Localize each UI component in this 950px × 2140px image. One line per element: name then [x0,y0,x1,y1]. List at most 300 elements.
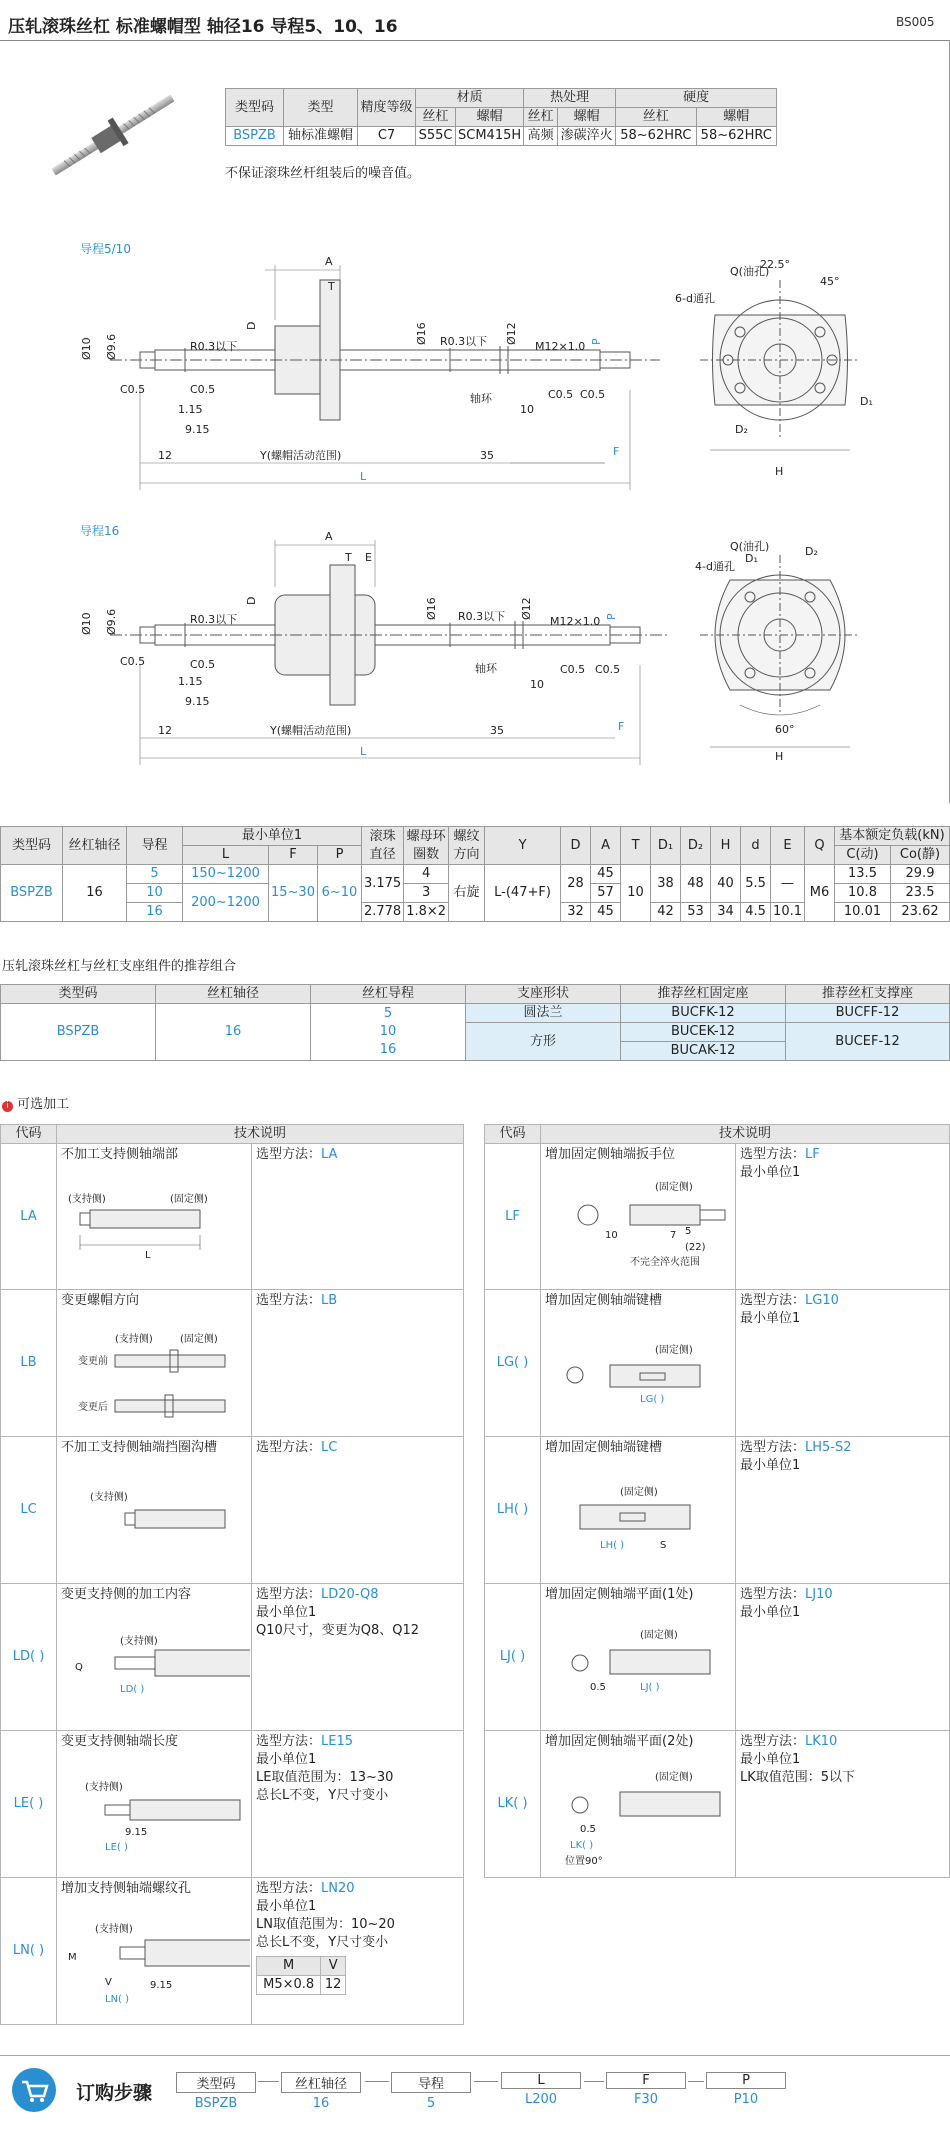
opt-code: LK( ) [485,1731,541,1878]
fig-lh: LH( ) [600,1540,625,1551]
main-turns: 1.8×2 [404,903,449,922]
main-F: 15~30 [269,865,318,922]
opt-sel-label: 选型方法： [740,1440,806,1455]
opt-sel-label: 选型方法： [256,1587,322,1602]
dim-D1: D₁ [745,552,758,565]
fig-sup: (支持侧) [95,1924,133,1935]
spec-cell: S55C [416,127,456,146]
spec-cell: BSPZB [226,127,284,146]
option-sketches-right [560,1170,750,1930]
main-head [404,827,449,865]
cart-icon [12,2068,56,2112]
opt-line [256,1622,459,1640]
dim-ring: 轴环 [470,392,492,405]
fig-L: L [145,1250,151,1261]
main-C: 13.5 [835,865,891,884]
main-H: 34 [711,903,741,922]
main-D1: 38 [651,865,681,903]
order-step-value: L200 [524,2092,558,2107]
opt-code: LD( ) [1,1584,57,1731]
dim-12: 12 [158,449,172,462]
dim-H: H [775,465,784,478]
spec-head-type-code: 类型码 [226,89,284,127]
rec-head: 支座形状 [466,985,621,1004]
rec-head: 推荐丝杠支撑座 [786,985,950,1004]
main-d: 5.5 [741,865,771,903]
order-step-label: L [501,2072,581,2089]
dim-12: 12 [158,724,172,737]
dim-r03-b: R0.3以下 [458,610,506,623]
dim-m12: M12×1.0 [550,615,601,628]
dim-c05: C0.5 [120,383,146,396]
opt-sel: LE15 [321,1734,354,1749]
dim-c05-b: C0.5 [190,658,216,671]
main-subhead: P [317,846,361,865]
main-D2: 48 [681,865,711,903]
rec-head: 类型码 [1,985,156,1004]
fig-le: LE( ) [105,1842,128,1853]
dim-d96: Ø9.6 [105,333,118,360]
main-lead: 10 [127,884,183,903]
fig-ld: LD( ) [120,1684,145,1695]
dim-d96: Ø9.6 [105,608,118,635]
order-step-value: P10 [733,2092,759,2107]
order-step [606,2072,686,2107]
dim-oil: Q(油孔) [730,540,770,553]
order-sep [584,2081,604,2082]
opt-line: 最小单位1 [740,1458,801,1473]
main-A: 45 [591,865,621,884]
dim-r03: R0.3以下 [190,340,238,353]
opt-sel-cell [736,1731,950,1878]
main-D: 28 [561,865,591,903]
rec-fixed: BUCFK-12 [621,1004,786,1023]
spec-head-type: 类型 [284,89,358,127]
opt-code: LF [485,1144,541,1290]
main-head: A [591,827,621,865]
fig-05: 0.5 [580,1824,596,1835]
opt-sel: LC [321,1440,338,1455]
dim-d16: Ø16 [425,597,438,620]
order-bar [0,2055,950,2131]
main-lead: 5 [127,865,183,884]
opt-sel-label: 选型方法： [256,1881,322,1896]
dim-c05-c: C0.5 [560,663,586,676]
order-title: 订购步骤 [76,2082,153,2104]
dim-d12: Ø12 [505,322,518,345]
order-step-value: 5 [426,2096,436,2111]
options-title [2,1093,69,1112]
opt-sel-cell [252,1584,464,1731]
spec-cell: 渗碳淬火 [558,127,616,146]
dim-r03-b: R0.3以下 [440,335,488,348]
spec-cell: C7 [358,127,416,146]
opt-line: 最小单位1 [740,1752,801,1767]
order-step-label: 丝杠轴径 [281,2072,361,2093]
fig-05: 0.5 [590,1682,606,1693]
dim-c05: C0.5 [120,655,146,668]
main-ball: 2.778 [361,903,403,922]
dim-r03: R0.3以下 [190,613,238,626]
rec-head: 推荐丝杠固定座 [621,985,786,1004]
opt-sel-cell [736,1584,950,1731]
spec-cell: SCM415H [456,127,524,146]
dim-10: 10 [520,403,534,416]
opt-sel-cell [252,1144,464,1290]
opt-sel-label: 选型方法： [740,1734,806,1749]
rec-table [0,984,950,1061]
dim-c05-c: C0.5 [548,388,574,401]
main-Co: 23.62 [891,903,950,922]
spec-sub-head: 螺帽 [696,108,776,127]
dim-L: L [360,470,367,483]
main-head: E [771,827,805,865]
opt-desc: 增加固定侧轴端平面(2处) [545,1734,694,1749]
main-Co: 29.9 [891,865,950,884]
spec-head-hardness: 硬度 [616,89,777,108]
main-head-ball: 滚珠直径 [369,828,396,862]
order-step [281,2072,361,2111]
opt-sel-cell [252,1437,464,1584]
main-lead: 16 [127,903,183,922]
order-step-label: 类型码 [176,2072,256,2093]
order-steps [176,2072,936,2122]
dim-ring: 轴环 [475,662,497,675]
main-table [0,826,950,922]
opt-desc: 不加工支持侧轴端部 [61,1147,179,1162]
dim-115: 1.15 [178,675,203,688]
opt-code: LA [1,1144,57,1290]
fig-Q: Q [75,1662,83,1673]
options-title-text: 可选加工 [17,1097,70,1112]
opt-line: 最小单位1 [256,1605,317,1620]
order-sep [365,2081,389,2082]
dim-d10: Ø10 [80,612,93,635]
fig-S: S [660,1540,667,1551]
main-head: T [621,827,651,865]
order-sep [258,2081,279,2082]
main-turns: 3 [404,884,449,903]
dim-L: L [360,745,367,758]
main-H: 40 [711,865,741,903]
main-head: D₂ [681,827,711,865]
order-step-label: 导程 [391,2072,471,2093]
main-head: 导程 [127,827,183,865]
opt-desc: 变更支持侧的加工内容 [61,1587,192,1602]
main-type: BSPZB [1,865,63,922]
main-head: 类型码 [1,827,63,865]
rec-support: BUCEF-12 [786,1023,950,1061]
order-step-label: F [606,2072,686,2089]
fig-fix: (固定侧) [655,1182,693,1193]
product-image [38,95,188,175]
mv-cell: M5×0.8 [257,1976,321,1995]
dim-D: D [245,321,258,330]
dim-T: T [328,280,335,293]
rec-fixed: BUCEK-12 [621,1023,786,1042]
opt-line: 最小单位1 [256,1752,317,1767]
main-head: 丝杠轴径 [63,827,127,865]
opt-sel: LA [321,1147,338,1162]
main-head: H [711,827,741,865]
opt-sel: LF [805,1147,820,1162]
order-step [706,2072,786,2107]
spec-head-accuracy: 精度等级 [358,89,416,127]
opt-desc: 增加固定侧轴端键槽 [545,1440,663,1455]
spec-cell: 高频 [524,127,558,146]
spec-sub-head: 丝杠 [524,108,558,127]
spec-cell: 58~62HRC [616,127,696,146]
fig-ln: LN( ) [105,1994,130,2005]
fig-22: (22) [685,1242,706,1253]
info-icon: i [2,1101,13,1112]
dim-y: Y(螺帽活动范围) [260,449,342,462]
dim-d12: Ø12 [520,597,533,620]
option-sketches-left [60,1170,250,2050]
rec-type: BSPZB [1,1004,156,1061]
fig-7: 7 [670,1230,677,1241]
main-subhead: C(动) [835,846,891,865]
dim-d16: Ø16 [415,322,428,345]
fig-sup: (支持侧) [90,1492,128,1503]
opt-sel-cell [736,1290,950,1437]
dim-P: P [605,613,618,620]
opt-sel-label: 选型方法： [256,1440,322,1455]
cart-icon-glyph [12,2068,56,2112]
main-head: 最小单位1 [183,827,362,846]
dim-D2: D₂ [735,423,748,436]
fig-fix: (固定侧) [170,1194,208,1205]
opt-sel-cell [736,1144,950,1290]
fig-M: M [68,1952,77,1963]
dim-35: 35 [480,449,494,462]
opt-desc: 增加固定侧轴端键槽 [545,1293,663,1308]
dim-hole6: 6-d通孔 [675,292,715,305]
opt-desc: 变更螺帽方向 [61,1293,140,1308]
fig-V: V [105,1977,112,1988]
main-T: 10 [621,865,651,922]
opt-line: 最小单位1 [256,1899,317,1914]
main-head: d [741,827,771,865]
order-step [176,2072,256,2111]
main-D: 32 [561,903,591,922]
main-subhead: F [269,846,318,865]
main-head: Q [805,827,835,865]
spec-sub-head: 螺帽 [558,108,616,127]
order-sep [474,2081,498,2082]
mv-head: M [257,1957,321,1976]
dim-F: F [613,445,620,458]
dim-a45: 45° [820,275,840,288]
main-P: 6~10 [317,865,361,922]
opt-head: 代码 [1,1125,57,1144]
dim-oil: Q(油孔) [730,265,770,278]
fig-fix: (固定侧) [640,1630,678,1641]
order-step-value: 16 [312,2096,330,2111]
main-head: Y [485,827,561,865]
dim-a225: 22.5° [760,258,790,271]
dim-D1: D₁ [860,395,873,408]
fig-fix: (固定侧) [655,1345,693,1356]
dim-115: 1.15 [178,403,203,416]
order-sep [688,2081,704,2082]
main-d: 4.5 [741,903,771,922]
dim-A: A [325,255,333,268]
opt-head: 技术说明 [541,1125,950,1144]
opt-sel-cell [736,1437,950,1584]
main-D2: 53 [681,903,711,922]
main-subhead: L [183,846,269,865]
dim-H: H [775,750,784,763]
main-head [361,827,403,865]
opt-code: LE( ) [1,1731,57,1878]
opt-desc: 不加工支持侧轴端挡圈沟槽 [61,1440,218,1455]
opt-line-text: Q10尺寸，变更为Q8、Q12 [256,1623,420,1638]
main-turns: 4 [404,865,449,884]
dim-10: 10 [530,678,544,691]
main-Y: L-(47+F) [485,865,561,922]
opt-line: LE取值范围为：13~30 [256,1770,394,1785]
opt-sel: LK10 [805,1734,838,1749]
order-step [391,2072,471,2111]
dim-D2: D₂ [805,545,818,558]
opt-head: 技术说明 [57,1125,464,1144]
opt-sel: LH5-S2 [805,1440,852,1455]
opt-desc: 增加固定侧轴端平面(1处) [545,1587,694,1602]
opt-code: LG( ) [485,1290,541,1437]
mv-cell: 12 [321,1976,346,1995]
dim-T: T [345,551,352,564]
drawing-lead-16 [60,525,940,765]
dim-c05-d: C0.5 [595,663,621,676]
main-E: 10.1 [771,903,805,922]
order-step-value: F30 [633,2092,659,2107]
fig-lg: LG( ) [640,1394,665,1405]
opt-line: 最小单位1 [740,1605,801,1620]
opt-sel-label: 选型方法： [740,1587,806,1602]
fig-partial: 不完全淬火范围 [630,1257,700,1268]
opt-sel-cell [252,1731,464,1878]
rec-fixed: BUCAK-12 [621,1042,786,1061]
fig-lk: LK( ) [570,1840,594,1851]
mv-head: V [321,1957,346,1976]
page-title: 压轧滚珠丝杠 标准螺帽型 轴径16 导程5、10、16 [8,17,398,37]
spec-table [225,88,777,146]
opt-sel-label: 选型方法： [740,1147,806,1162]
lead-5-10-label: 导程5/10 [80,242,131,256]
spec-head-heat: 热处理 [524,89,616,108]
opt-sel: LN20 [321,1881,355,1896]
dim-915: 9.15 [185,695,210,708]
opt-sel-label: 选型方法： [256,1147,322,1162]
fig-915: 9.15 [125,1827,148,1838]
spec-sub-head: 丝杠 [416,108,456,127]
main-A: 45 [591,903,621,922]
fig-sup: (支持侧) [68,1194,106,1205]
main-D1: 42 [651,903,681,922]
rec-dia: 16 [156,1004,311,1061]
fig-fix: (固定侧) [180,1334,218,1345]
fig-5: 5 [685,1226,692,1237]
rec-shape: 方形 [466,1023,621,1061]
opt-code: LC [1,1437,57,1584]
opt-line: 总长L不变，Y尺寸变小 [256,1935,389,1950]
rec-shape: 圆法兰 [466,1004,621,1023]
opt-sel-label: 选型方法： [256,1293,322,1308]
dim-35: 35 [490,724,504,737]
spec-sub-head: 螺帽 [456,108,524,127]
opt-sel-cell [252,1878,464,2025]
drawing-lead-5-10 [60,250,940,490]
fig-sup: (支持侧) [115,1334,153,1345]
rec-title: 压轧滚珠丝杠与丝杠支座组件的推荐组合 [2,959,237,974]
rec-head: 丝杠轴径 [156,985,311,1004]
fig-fix: (固定侧) [655,1772,693,1783]
order-step-value: BSPZB [194,2096,238,2111]
fig-915: 9.15 [150,1980,173,1991]
rec-head: 丝杠导程 [311,985,466,1004]
opt-sel: LG10 [805,1293,839,1308]
opt-line: LK取值范围：5以下 [740,1770,856,1785]
main-E: — [771,865,805,903]
rec-lead: 5 [383,1006,393,1021]
main-head-turns: 螺母环圈数 [406,828,446,862]
rec-support: BUCFF-12 [786,1004,950,1023]
opt-sel: LD20-Q8 [321,1587,379,1602]
dim-c05-b: C0.5 [190,383,216,396]
main-C: 10.01 [835,903,891,922]
opt-line: 最小单位1 [740,1165,801,1180]
opt-sel: LB [321,1293,338,1308]
dim-F: F [618,720,625,733]
main-Q: M6 [805,865,835,922]
opt-desc: 增加固定侧轴端扳手位 [545,1147,676,1162]
main-head-dir: 螺纹方向 [453,828,480,862]
opt-line: LN取值范围为：10~20 [256,1917,395,1932]
fig-after: 变更后 [78,1402,108,1413]
main-dir: 右旋 [449,865,485,922]
opt-head: 代码 [485,1125,541,1144]
main-head: 基本额定负载(kN) [835,827,950,846]
spec-note: 不保证滚珠丝杆组装后的噪音值。 [225,166,421,181]
main-C: 10.8 [835,884,891,903]
opt-code: LB [1,1290,57,1437]
dim-hole4: 4-d通孔 [695,560,735,573]
dim-E: E [365,551,372,564]
fig-10: 10 [605,1230,618,1241]
main-head [449,827,485,865]
opt-desc: 变更支持侧轴端长度 [61,1734,179,1749]
spec-cell: 58~62HRC [696,127,776,146]
opt-sel-label: 选型方法： [256,1734,322,1749]
opt-sel-cell [252,1290,464,1437]
lead-16-label: 导程16 [80,524,120,538]
main-L: 200~1200 [183,884,269,922]
main-L: 150~1200 [183,865,269,884]
main-ball: 3.175 [361,865,403,903]
opt-desc: 增加支持侧轴端螺纹孔 [61,1881,192,1896]
dim-D: D [245,596,258,605]
opt-code: LJ( ) [485,1584,541,1731]
main-head: D [561,827,591,865]
dim-m12: M12×1.0 [535,340,586,353]
order-step [501,2072,581,2107]
dim-P: P [590,338,603,345]
fig-fix: (固定侧) [620,1487,658,1498]
opt-line: 总长L不变，Y尺寸变小 [256,1788,389,1803]
opt-code: LH( ) [485,1437,541,1584]
main-A: 57 [591,884,621,903]
